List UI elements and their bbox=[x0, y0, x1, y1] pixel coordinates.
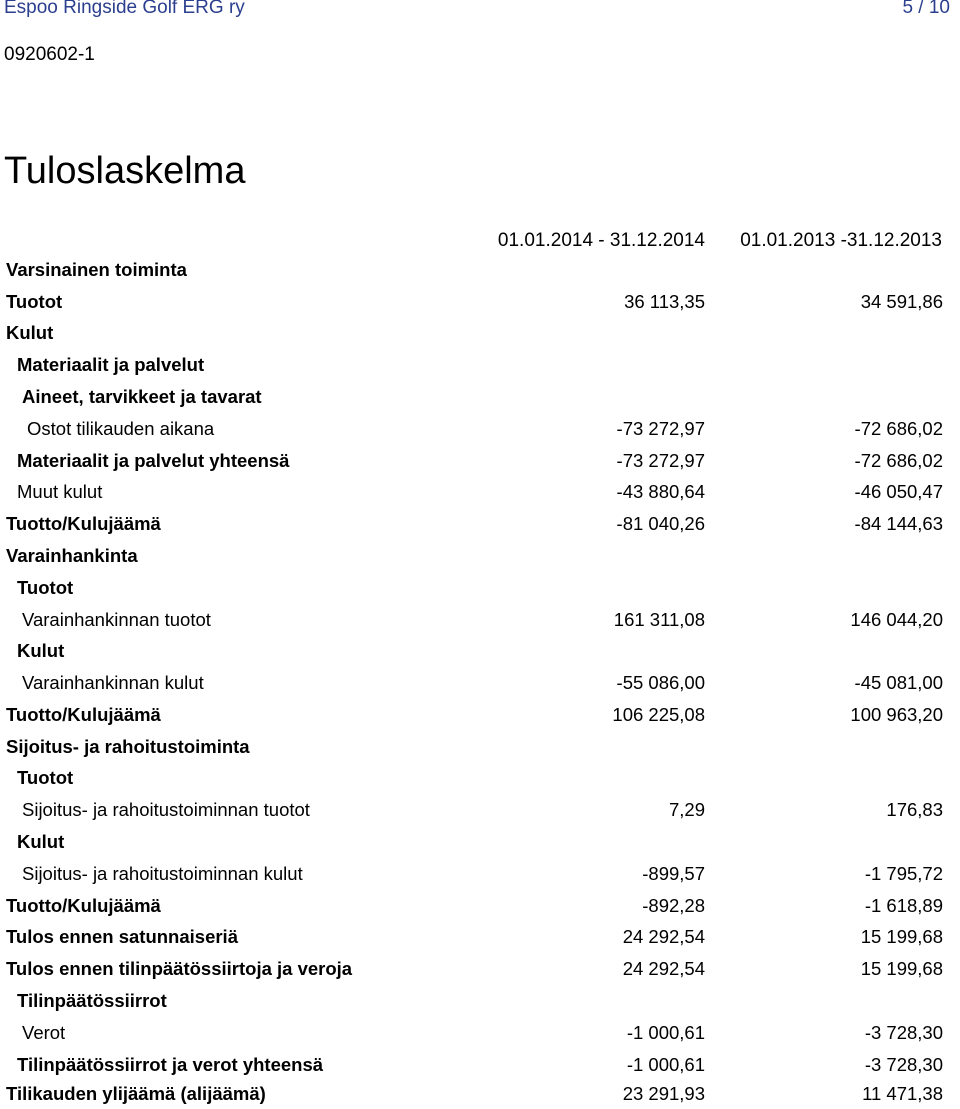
period-previous-header: 01.01.2013 -31.12.2013 bbox=[740, 230, 942, 251]
row-value-current: 161 311,08 bbox=[613, 609, 705, 630]
statement-row bbox=[0, 794, 960, 825]
row-value-previous: -1 618,89 bbox=[864, 895, 943, 916]
statement-row bbox=[0, 635, 960, 666]
row-label: Ostot tilikauden aikana bbox=[27, 418, 215, 439]
statement-row bbox=[0, 317, 960, 348]
row-value-previous: -3 728,30 bbox=[864, 1054, 943, 1075]
row-value-current: -55 086,00 bbox=[616, 672, 705, 693]
row-value-current: -1 000,61 bbox=[626, 1054, 705, 1075]
row-value-previous: -46 050,47 bbox=[854, 481, 943, 502]
statement-row bbox=[0, 762, 960, 793]
row-label: Sijoitus- ja rahoitustoiminnan kulut bbox=[22, 863, 303, 884]
statement-row bbox=[0, 476, 960, 507]
row-label: Materiaalit ja palvelut bbox=[17, 354, 205, 375]
row-label: Tilinpäätössiirrot bbox=[17, 990, 167, 1011]
statement-row bbox=[0, 890, 960, 921]
organization-name: Espoo Ringside Golf ERG ry bbox=[4, 0, 245, 18]
row-value-current: -73 272,97 bbox=[616, 450, 705, 471]
row-label: Kulut bbox=[17, 640, 65, 661]
statement-row bbox=[0, 921, 960, 952]
statement-row bbox=[0, 254, 960, 285]
row-label: Tilinpäätössiirrot ja verot yhteensä bbox=[17, 1054, 324, 1075]
statement-row bbox=[0, 445, 960, 476]
row-label: Sijoitus- ja rahoitustoiminnan tuotot bbox=[22, 799, 310, 820]
row-label: Sijoitus- ja rahoitustoiminta bbox=[6, 736, 250, 757]
statement-row bbox=[0, 540, 960, 571]
row-label: Kulut bbox=[17, 831, 65, 852]
row-value-current: -1 000,61 bbox=[626, 1022, 705, 1043]
row-label: Tulos ennen satunnaiseriä bbox=[6, 926, 238, 947]
row-value-previous: 176,83 bbox=[886, 799, 943, 820]
row-label: Tuotot bbox=[17, 767, 74, 788]
row-value-current: 106 225,08 bbox=[612, 704, 705, 725]
statement-row bbox=[0, 731, 960, 762]
statement-row bbox=[0, 1017, 960, 1048]
row-value-previous: -84 144,63 bbox=[854, 513, 943, 534]
row-label: Tilikauden ylijäämä (alijäämä) bbox=[6, 1083, 266, 1104]
row-value-current: -892,28 bbox=[642, 895, 705, 916]
row-label: Tuotto/Kulujäämä bbox=[6, 704, 161, 725]
statement-row bbox=[0, 667, 960, 698]
row-label: Varainhankinnan kulut bbox=[22, 672, 204, 693]
row-label: Tuotot bbox=[17, 577, 74, 598]
statement-row bbox=[0, 985, 960, 1016]
row-label: Tuotot bbox=[6, 291, 63, 312]
statement-row bbox=[0, 858, 960, 889]
page-number: 5 / 10 bbox=[902, 0, 950, 18]
row-value-previous: -1 795,72 bbox=[864, 863, 943, 884]
statement-row bbox=[0, 1078, 960, 1109]
row-label: Tuotto/Kulujäämä bbox=[6, 895, 161, 916]
statement-row bbox=[0, 508, 960, 539]
statement-row bbox=[0, 572, 960, 603]
statement-row bbox=[0, 826, 960, 857]
statement-row bbox=[0, 286, 960, 317]
row-value-previous: 15 199,68 bbox=[860, 926, 943, 947]
row-label: Tulos ennen tilinpäätössiirtoja ja veroja bbox=[6, 958, 353, 979]
document-id: 0920602-1 bbox=[4, 44, 95, 65]
row-label: Materiaalit ja palvelut yhteensä bbox=[17, 450, 290, 471]
row-value-previous: -3 728,30 bbox=[864, 1022, 943, 1043]
row-value-current: -43 880,64 bbox=[616, 481, 705, 502]
row-label: Verot bbox=[22, 1022, 66, 1043]
statement-row bbox=[0, 604, 960, 635]
statement-row bbox=[0, 699, 960, 730]
row-value-previous: 100 963,20 bbox=[850, 704, 943, 725]
row-label: Muut kulut bbox=[17, 481, 103, 502]
page-title: Tuloslaskelma bbox=[4, 150, 246, 192]
row-value-current: 24 292,54 bbox=[622, 958, 705, 979]
row-value-current: -899,57 bbox=[642, 863, 705, 884]
row-label: Aineet, tarvikkeet ja tavarat bbox=[22, 386, 262, 407]
statement-row bbox=[0, 349, 960, 380]
row-label: Varainhankinta bbox=[6, 545, 138, 566]
statement-row bbox=[0, 413, 960, 444]
row-value-current: 24 292,54 bbox=[622, 926, 705, 947]
row-value-previous: -72 686,02 bbox=[854, 450, 943, 471]
row-value-current: -81 040,26 bbox=[616, 513, 705, 534]
row-value-current: 7,29 bbox=[668, 799, 705, 820]
row-value-current: -73 272,97 bbox=[616, 418, 705, 439]
row-value-previous: -72 686,02 bbox=[854, 418, 943, 439]
row-value-previous: 146 044,20 bbox=[850, 609, 943, 630]
statement-row bbox=[0, 1049, 960, 1080]
period-current-header: 01.01.2014 - 31.12.2014 bbox=[497, 230, 705, 251]
row-label: Tuotto/Kulujäämä bbox=[6, 513, 161, 534]
row-label: Varsinainen toiminta bbox=[6, 259, 187, 280]
statement-row bbox=[0, 953, 960, 984]
row-value-previous: 11 471,38 bbox=[862, 1083, 943, 1104]
row-value-previous: -45 081,00 bbox=[854, 672, 943, 693]
row-label: Kulut bbox=[6, 322, 54, 343]
row-label: Varainhankinnan tuotot bbox=[22, 609, 211, 630]
statement-row bbox=[0, 381, 960, 412]
row-value-previous: 15 199,68 bbox=[860, 958, 943, 979]
row-value-current: 36 113,35 bbox=[624, 291, 705, 312]
row-value-current: 23 291,93 bbox=[622, 1083, 705, 1104]
row-value-previous: 34 591,86 bbox=[860, 291, 943, 312]
